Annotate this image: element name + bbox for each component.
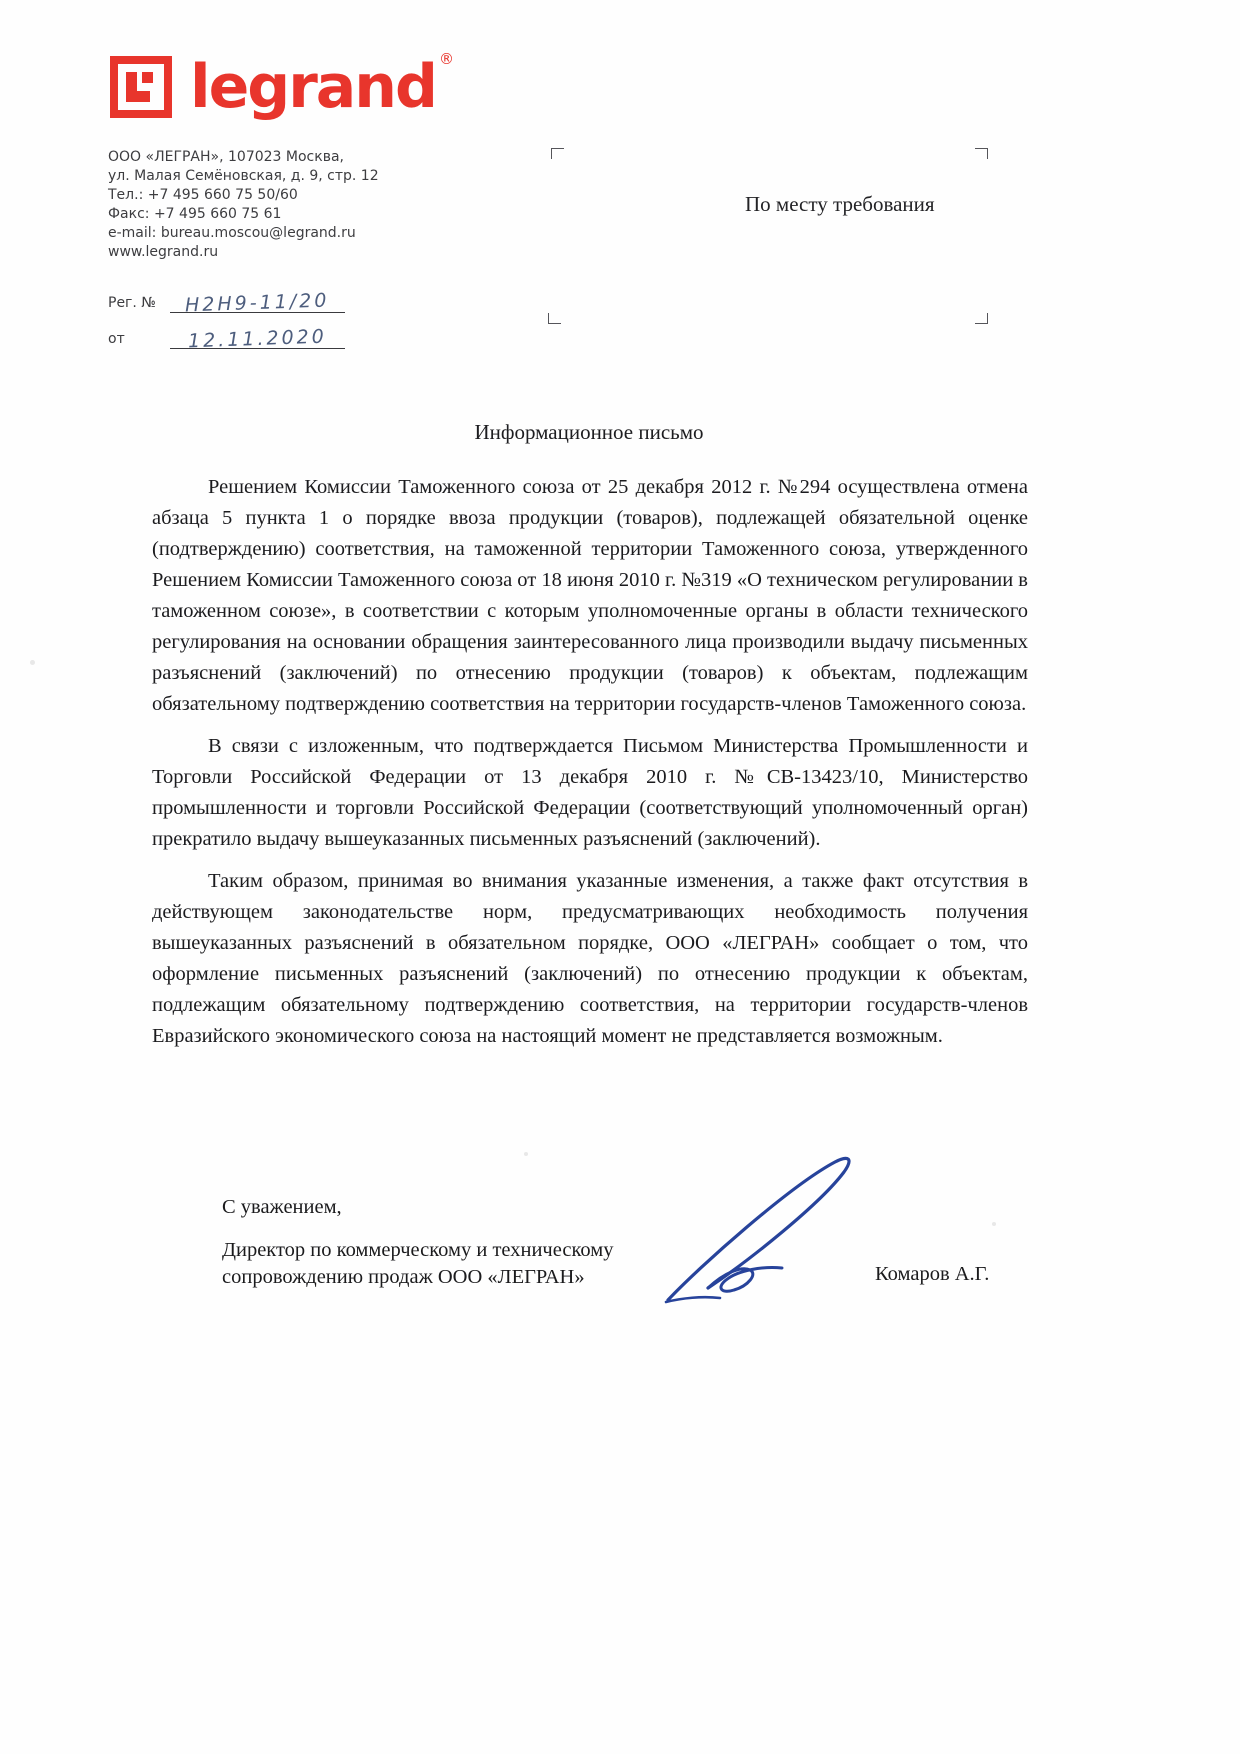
address-window-corner-bottom-left	[548, 313, 561, 324]
company-fax: Факс: +7 495 660 75 61	[108, 206, 282, 222]
company-contact-block	[108, 148, 379, 262]
scan-artifact	[992, 1222, 996, 1226]
legrand-logo-icon	[106, 52, 176, 122]
date-writein-line	[170, 325, 345, 353]
salutation: С уважением,	[222, 1196, 342, 1218]
signer-position-line-1: Директор по коммерческому и техническому	[222, 1239, 614, 1261]
recipient-line: По месту требования	[745, 192, 935, 216]
registered-trademark-symbol: ®	[438, 50, 454, 68]
date-handwritten-value: 12.11.2020	[187, 325, 328, 353]
company-phone: Тел.: +7 495 660 75 50/60	[108, 187, 298, 203]
signer-position-block	[222, 1237, 662, 1291]
paragraph-1: Решением Комиссии Таможенного союза от 25 декабря 2012 г. №294 осуществлена отмена абзаца 5 пункта 1 о порядке ввоза продукции (товаров), подлежащей обязательной оценке (подтверждению) соответствия, на таможенной территории Таможенного союза, утвержденного Решением Комиссии Таможенного союза от 18 июня 2010 г. №319 «О техническом регулировании в таможенном союзе», в соответствии с которым уполномоченные органы в области технического регулирования на основании обращения заинтересованного лица производили выдачу письменных разъяснений (заключений) по отнесению продукции (товаров) к объектам, подлежащим обязательному подтверждению соответствия на территории государств-членов Таможенного союза.	[152, 476, 1028, 715]
signer-name: Комаров А.Г.	[875, 1263, 990, 1285]
paragraph-3: Таким образом, принимая во внимания указанные изменения, а также факт отсутствия в действующем законодательстве норм, предусматривающих необходимость получения вышеуказанных разъяснений в обязательном порядке, ООО «ЛЕГРАН» сообщает о том, что оформление письменных разъяснений (заключений) по отнесению продукции к объектам, подлежащим обязательному подтверждению соответствия, на территории государств-членов Евразийского экономического союза на настоящий момент не представляется возможным.	[152, 870, 1028, 1047]
signer-position-line-2: сопровождению продаж ООО «ЛЕГРАН»	[222, 1266, 585, 1288]
address-window-corner-top-left	[551, 148, 564, 159]
reg-number-writein-line	[170, 289, 345, 317]
legrand-logo	[106, 52, 454, 122]
scan-artifact	[524, 1152, 528, 1156]
company-website: www.legrand.ru	[108, 244, 219, 260]
company-street-address: ул. Малая Семёновская, д. 9, стр. 12	[108, 168, 379, 184]
registration-date-row	[108, 319, 345, 353]
letter-title: Информационное письмо	[474, 420, 704, 444]
letter-body	[152, 472, 1028, 1052]
date-label: от	[108, 331, 125, 347]
company-email: e-mail: bureau.moscou@legrand.ru	[108, 225, 356, 241]
handwritten-signature	[630, 1148, 880, 1318]
reg-number-label: Рег. №	[108, 295, 156, 311]
scan-artifact	[30, 660, 35, 665]
address-window-corner-top-right	[975, 148, 988, 159]
registration-number-row	[108, 283, 345, 317]
legrand-wordmark	[190, 52, 454, 122]
brand-text: legrand	[190, 52, 436, 122]
address-window-corner-bottom-right	[975, 313, 988, 324]
company-name-address: ООО «ЛЕГРАН», 107023 Москва,	[108, 149, 344, 165]
reg-number-handwritten-value: Н2Н9-11/20	[184, 289, 331, 317]
registration-block	[108, 283, 345, 355]
paragraph-2: В связи с изложенным, что подтверждается Письмом Министерства Промышленности и Торговли Российской Федерации от 13 декабря 2010 г. №СВ-13423/10, Министерство промышленности и торговли Российской Федерации (соответствующий уполномоченный орган) прекратило выдачу вышеуказанных письменных разъяснений (заключений).	[152, 735, 1028, 850]
